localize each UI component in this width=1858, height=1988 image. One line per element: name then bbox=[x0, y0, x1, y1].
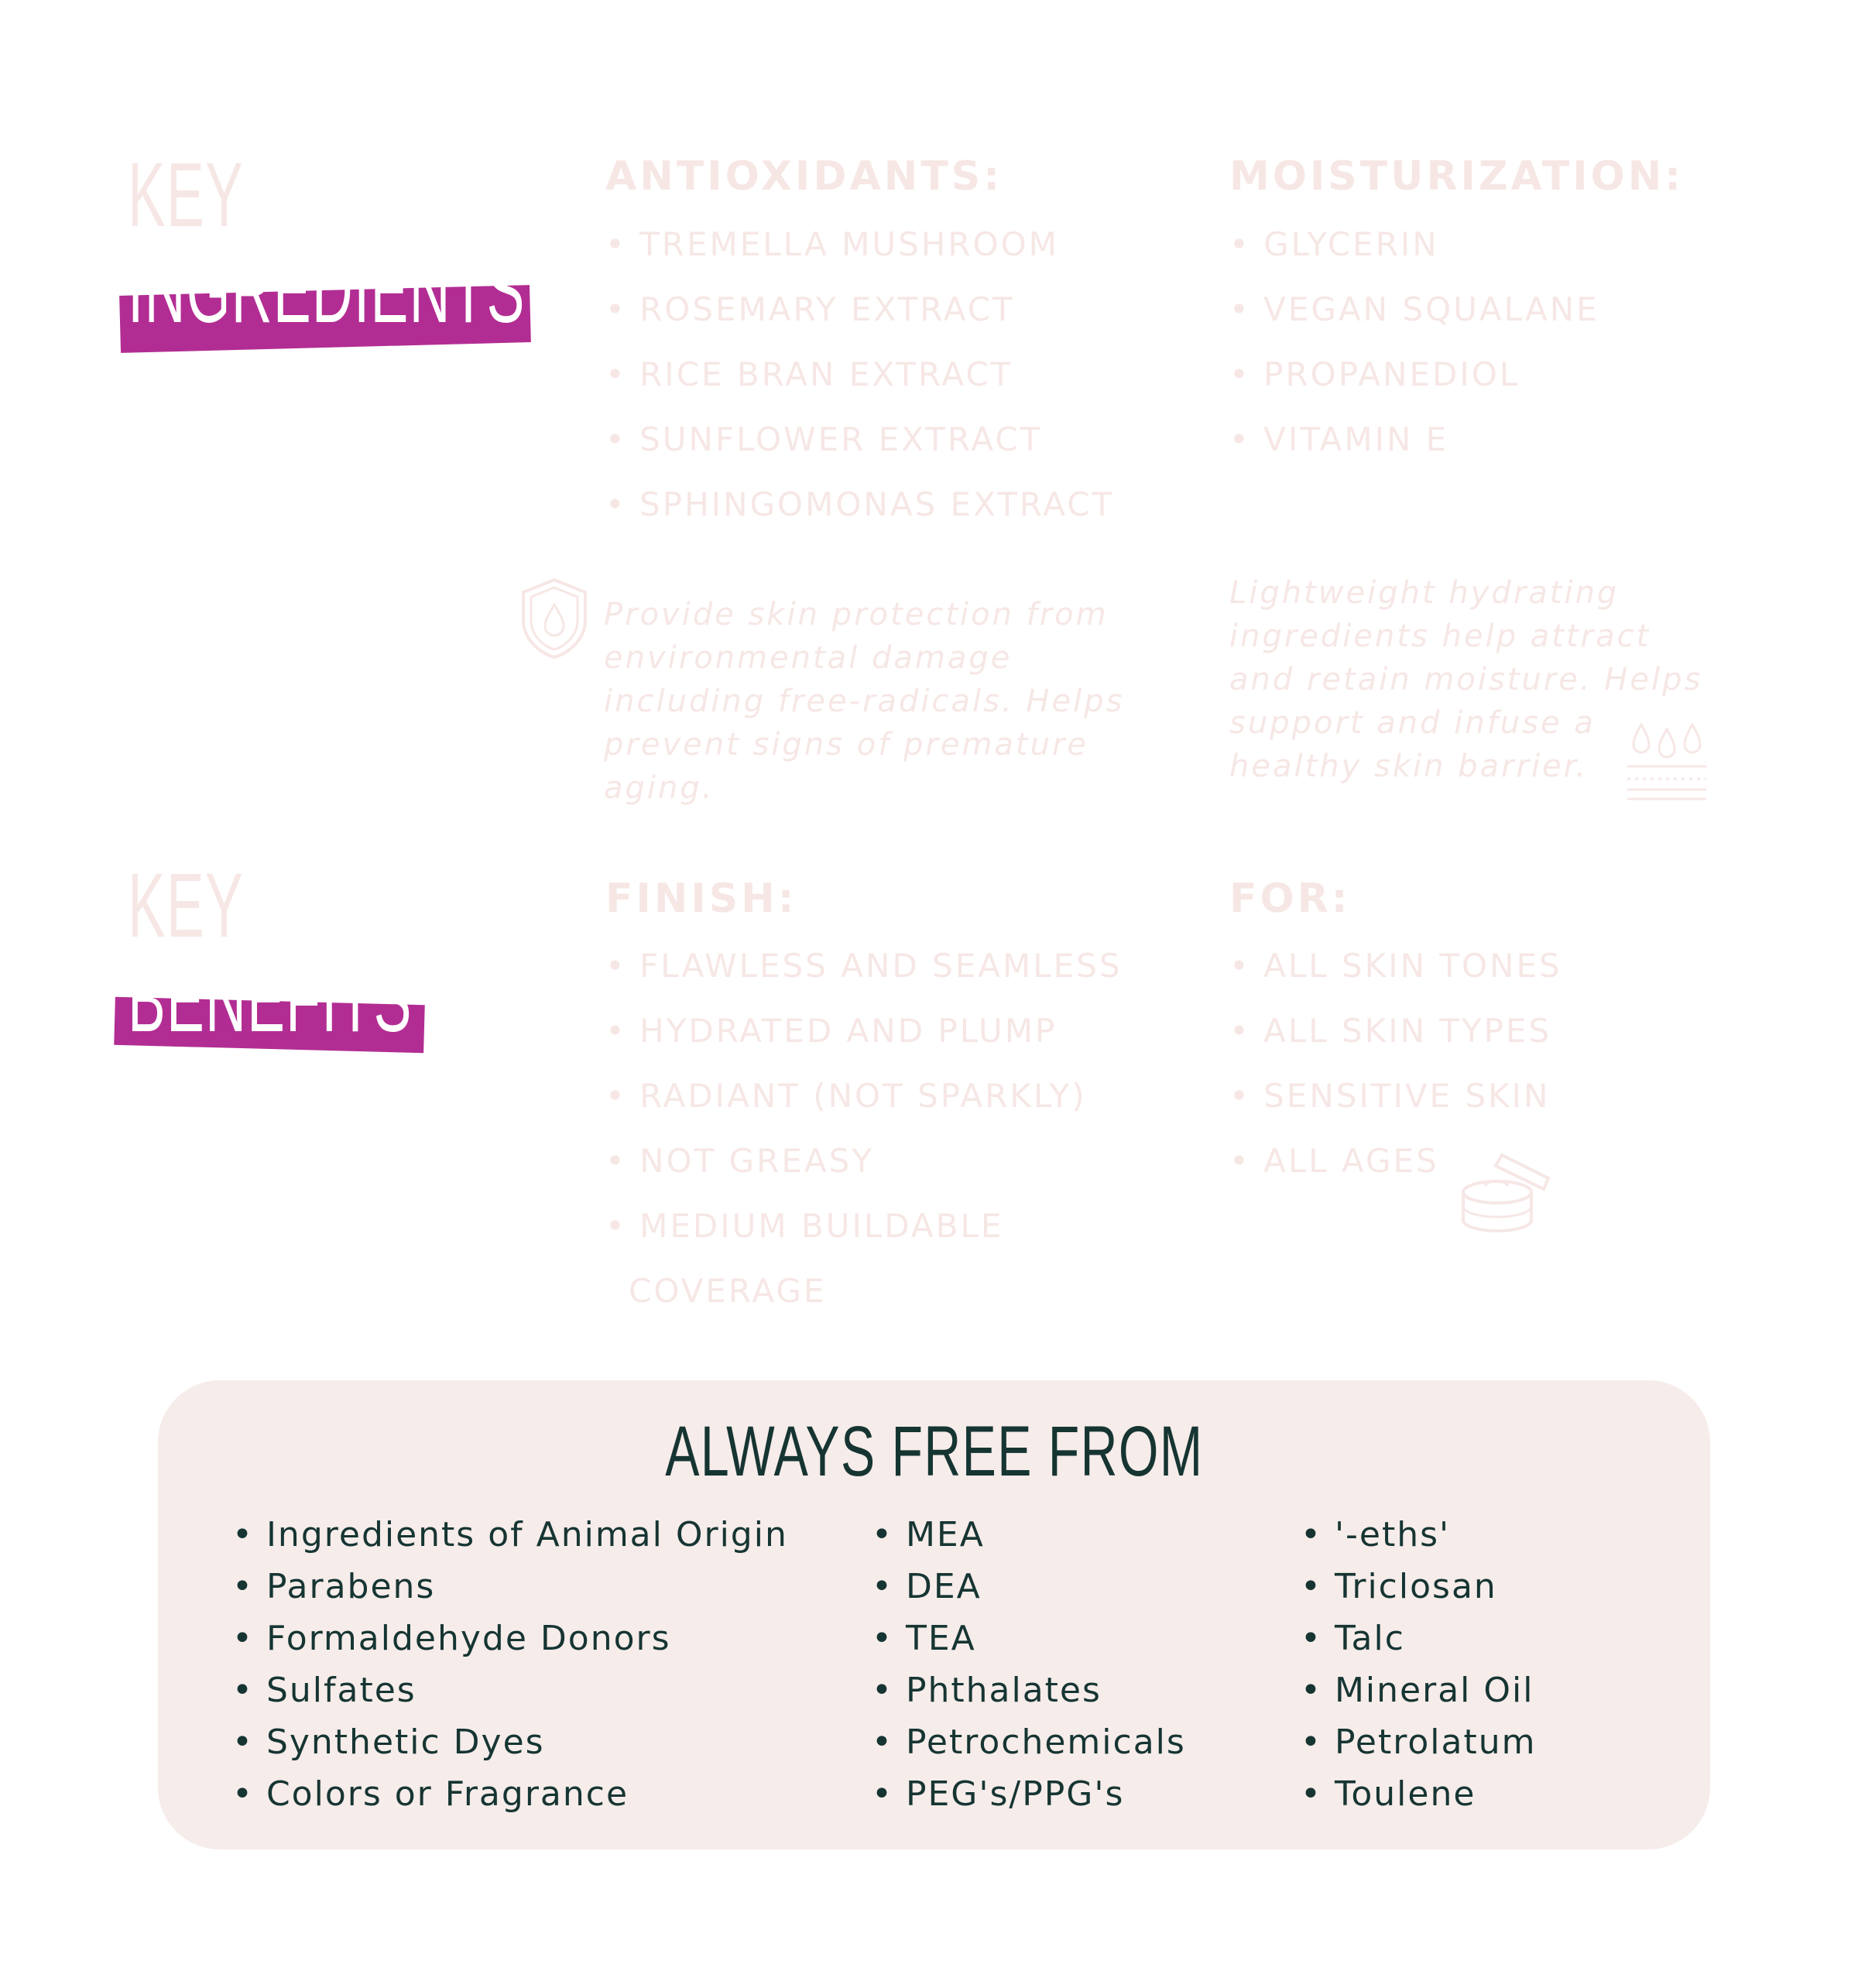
list-item: • RADIANT (NOT SPARKLY) bbox=[605, 1064, 1122, 1129]
antioxidants-heading: ANTIOXIDANTS: bbox=[605, 153, 1003, 200]
list-item: • VITAMIN E bbox=[1229, 407, 1599, 472]
list-item: • GLYCERIN bbox=[1229, 212, 1599, 277]
list-item: • NOT GREASY bbox=[605, 1129, 1122, 1194]
finish-heading: FINISH: bbox=[605, 876, 797, 922]
list-item: • Talc bbox=[1301, 1613, 1536, 1664]
key-ingredients-title-line1: KEY bbox=[128, 144, 245, 246]
finish-list bbox=[605, 934, 1122, 1324]
key-ingredients-title bbox=[128, 144, 245, 246]
always-free-from-panel bbox=[158, 1380, 1710, 1849]
list-item: • Phthalates bbox=[872, 1664, 1186, 1716]
list-item: COVERAGE bbox=[629, 1272, 827, 1310]
list-item: • RICE BRAN EXTRACT bbox=[605, 342, 1114, 407]
list-item: • Toulene bbox=[1301, 1768, 1536, 1820]
list-item: • MEDIUM BUILDABLE bbox=[605, 1194, 1122, 1259]
always-free-from-title: ALWAYS FREE FROM bbox=[664, 1412, 1204, 1491]
antioxidants-list bbox=[605, 212, 1114, 537]
list-item: • PROPANEDIOL bbox=[1229, 342, 1599, 407]
list-item: • Parabens bbox=[232, 1561, 788, 1613]
for-heading: FOR: bbox=[1229, 876, 1351, 922]
list-item: • MEA bbox=[872, 1509, 1186, 1561]
key-ingredients-title-line2: INGREDIENTS bbox=[128, 240, 526, 342]
list-item: • HYDRATED AND PLUMP bbox=[605, 999, 1122, 1064]
antioxidants-description: Provide skin protection from environmental damage including free-radicals. Helps prevent signs of premature aging. bbox=[604, 597, 1125, 806]
list-item: • DEA bbox=[872, 1561, 1186, 1613]
list-item: • Triclosan bbox=[1301, 1561, 1536, 1613]
free-from-column-2 bbox=[872, 1509, 1186, 1820]
list-item: • Sulfates bbox=[232, 1664, 788, 1716]
list-item: • Formaldehyde Donors bbox=[232, 1613, 788, 1664]
key-benefits-title-line2: BENEFITS bbox=[128, 949, 413, 1051]
cream-jar-icon bbox=[1457, 1147, 1555, 1236]
moisturization-description: Lightweight hydrating ingredients help attract and retain moisture. Helps support and infuse a healthy skin barrier. bbox=[1229, 575, 1703, 784]
free-from-column-3 bbox=[1301, 1509, 1536, 1820]
list-item: • '-eths' bbox=[1301, 1509, 1536, 1561]
list-item: • SUNFLOWER EXTRACT bbox=[605, 407, 1114, 472]
moisturization-heading: MOISTURIZATION: bbox=[1229, 153, 1685, 200]
list-item: • PEG's/PPG's bbox=[872, 1768, 1186, 1820]
list-item: • Ingredients of Animal Origin bbox=[232, 1509, 788, 1561]
list-item: • ROSEMARY EXTRACT bbox=[605, 277, 1114, 342]
list-item: • FLAWLESS AND SEAMLESS bbox=[605, 934, 1122, 999]
list-item: • Synthetic Dyes bbox=[232, 1716, 788, 1768]
list-item: • Petrochemicals bbox=[872, 1716, 1186, 1768]
list-item: • ALL AGES bbox=[1229, 1129, 1562, 1194]
list-item: • Mineral Oil bbox=[1301, 1664, 1536, 1716]
list-item: • ALL SKIN TYPES bbox=[1229, 999, 1562, 1064]
key-benefits-title-line1: KEY bbox=[128, 855, 245, 957]
list-item: • ALL SKIN TONES bbox=[1229, 934, 1562, 999]
list-item: • SENSITIVE SKIN bbox=[1229, 1064, 1562, 1129]
list-item: • SPHINGOMONAS EXTRACT bbox=[605, 472, 1114, 537]
list-item: • Colors or Fragrance bbox=[232, 1768, 788, 1820]
skin-droplets-icon bbox=[1624, 720, 1709, 802]
key-benefits-title bbox=[128, 855, 245, 957]
free-from-column-1 bbox=[232, 1509, 788, 1820]
list-item: • TREMELLA MUSHROOM bbox=[605, 212, 1114, 277]
list-item: • VEGAN SQUALANE bbox=[1229, 277, 1599, 342]
list-item: • Petrolatum bbox=[1301, 1716, 1536, 1768]
moisturization-list bbox=[1229, 212, 1599, 472]
list-item: • TEA bbox=[872, 1613, 1186, 1664]
shield-drop-icon bbox=[519, 577, 590, 660]
